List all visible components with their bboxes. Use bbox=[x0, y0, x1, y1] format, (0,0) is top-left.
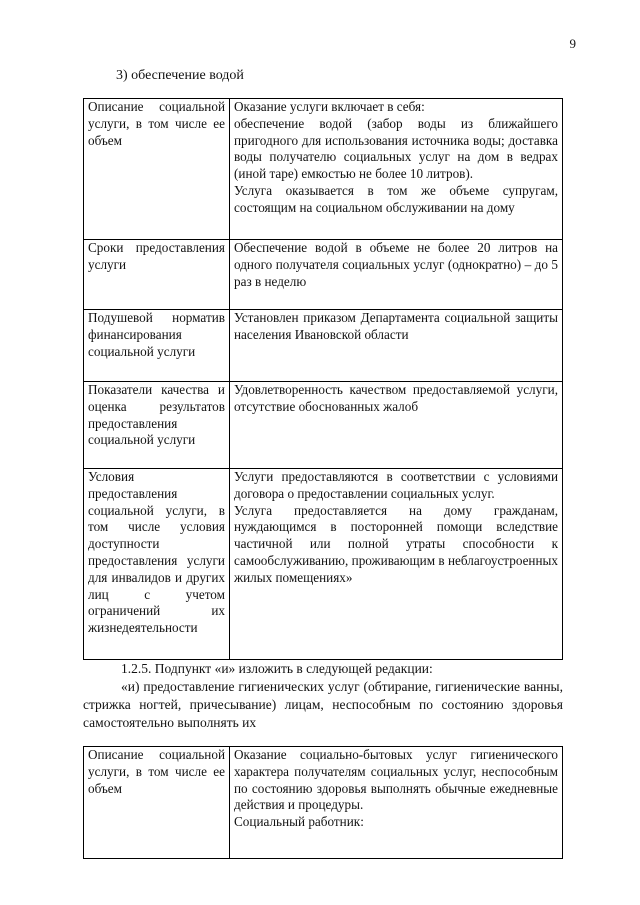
amendment-line: 1.2.5. Подпункт «и» изложить в следующей редакции: bbox=[121, 661, 433, 676]
row-label: Описание социальной услуги, в том числе ее объем bbox=[84, 747, 230, 859]
table-row bbox=[84, 747, 563, 859]
content-paragraph: Услуга предоставляется на дому гражданам, нуждающимся в посторонней помощи вследствие частичной или полной утраты способности к самообслуживанию, проживающим в неблагоустроенных жилых помещениях» bbox=[234, 502, 558, 585]
row-content bbox=[230, 382, 563, 469]
row-label: Условия предоставления социальной услуги, в том числе условия доступности предоставления услуги для инвалидов и других лиц с учетом ограничений их жизнедеятельности bbox=[84, 469, 230, 660]
service-table-hygiene bbox=[83, 746, 563, 859]
content-paragraph: Оказание социально-бытовых услуг гигиенического характера получателям социальных услуг, неспособным по состоянию здоровья выполнять обычные ежедневные действия и процедуры. bbox=[234, 747, 558, 813]
row-label: Показатели качества и оценка результатов предоставления социальной услуги bbox=[84, 382, 230, 469]
content-paragraph: Удовлетворенность качеством предоставляемой услуги, отсутствие обоснованных жалоб bbox=[234, 382, 558, 414]
content-paragraph: обеспечение водой (забор воды из ближайшего пригодного для использования источника воды; доставка воды получателю социальных услуг на дом в ведрах (иной таре) емкостью не более 10 литров). bbox=[234, 115, 558, 182]
amendment-block bbox=[83, 660, 563, 732]
row-content bbox=[230, 310, 563, 382]
table-row bbox=[84, 310, 563, 382]
section-heading: 3) обеспечение водой bbox=[116, 68, 244, 83]
content-paragraph: Услуга оказывается в том же объеме супругам, состоящим на социальном обслуживании на дому bbox=[234, 182, 558, 215]
amendment-text: «и) предоставление гигиенических услуг (обтирание, гигиенические ванны, стрижка ногтей, причесывание) лицам, неспособным по состоянию здоровья самостоятельно выполнять их bbox=[83, 679, 563, 730]
row-content bbox=[230, 747, 563, 859]
table-row bbox=[84, 99, 563, 240]
content-paragraph: Обеспечение водой в объеме не более 20 литров на одного получателя социальных услуг (однократно) – до 5 раз в неделю bbox=[234, 240, 558, 289]
row-content bbox=[230, 99, 563, 240]
content-paragraph: Социальный работник: bbox=[234, 814, 364, 830]
row-label: Подушевой норматив финансирования социальной услуги bbox=[84, 310, 230, 382]
row-label: Сроки предоставления услуги bbox=[84, 240, 230, 310]
row-label: Описание социальной услуги, в том числе ее объем bbox=[84, 99, 230, 240]
content-paragraph: Оказание услуги включает в себя: bbox=[234, 99, 425, 114]
service-table-water bbox=[83, 98, 563, 660]
row-content bbox=[230, 240, 563, 310]
page-number: 9 bbox=[569, 36, 576, 51]
content-paragraph: Установлен приказом Департамента социальной защиты населения Ивановской области bbox=[234, 310, 558, 342]
table-row bbox=[84, 382, 563, 469]
table-row bbox=[84, 240, 563, 310]
row-content bbox=[230, 469, 563, 660]
content-paragraph: Услуги предоставляются в соответствии с условиями договора о предоставлении социальных услуг. bbox=[234, 469, 558, 501]
table-row bbox=[84, 469, 563, 660]
